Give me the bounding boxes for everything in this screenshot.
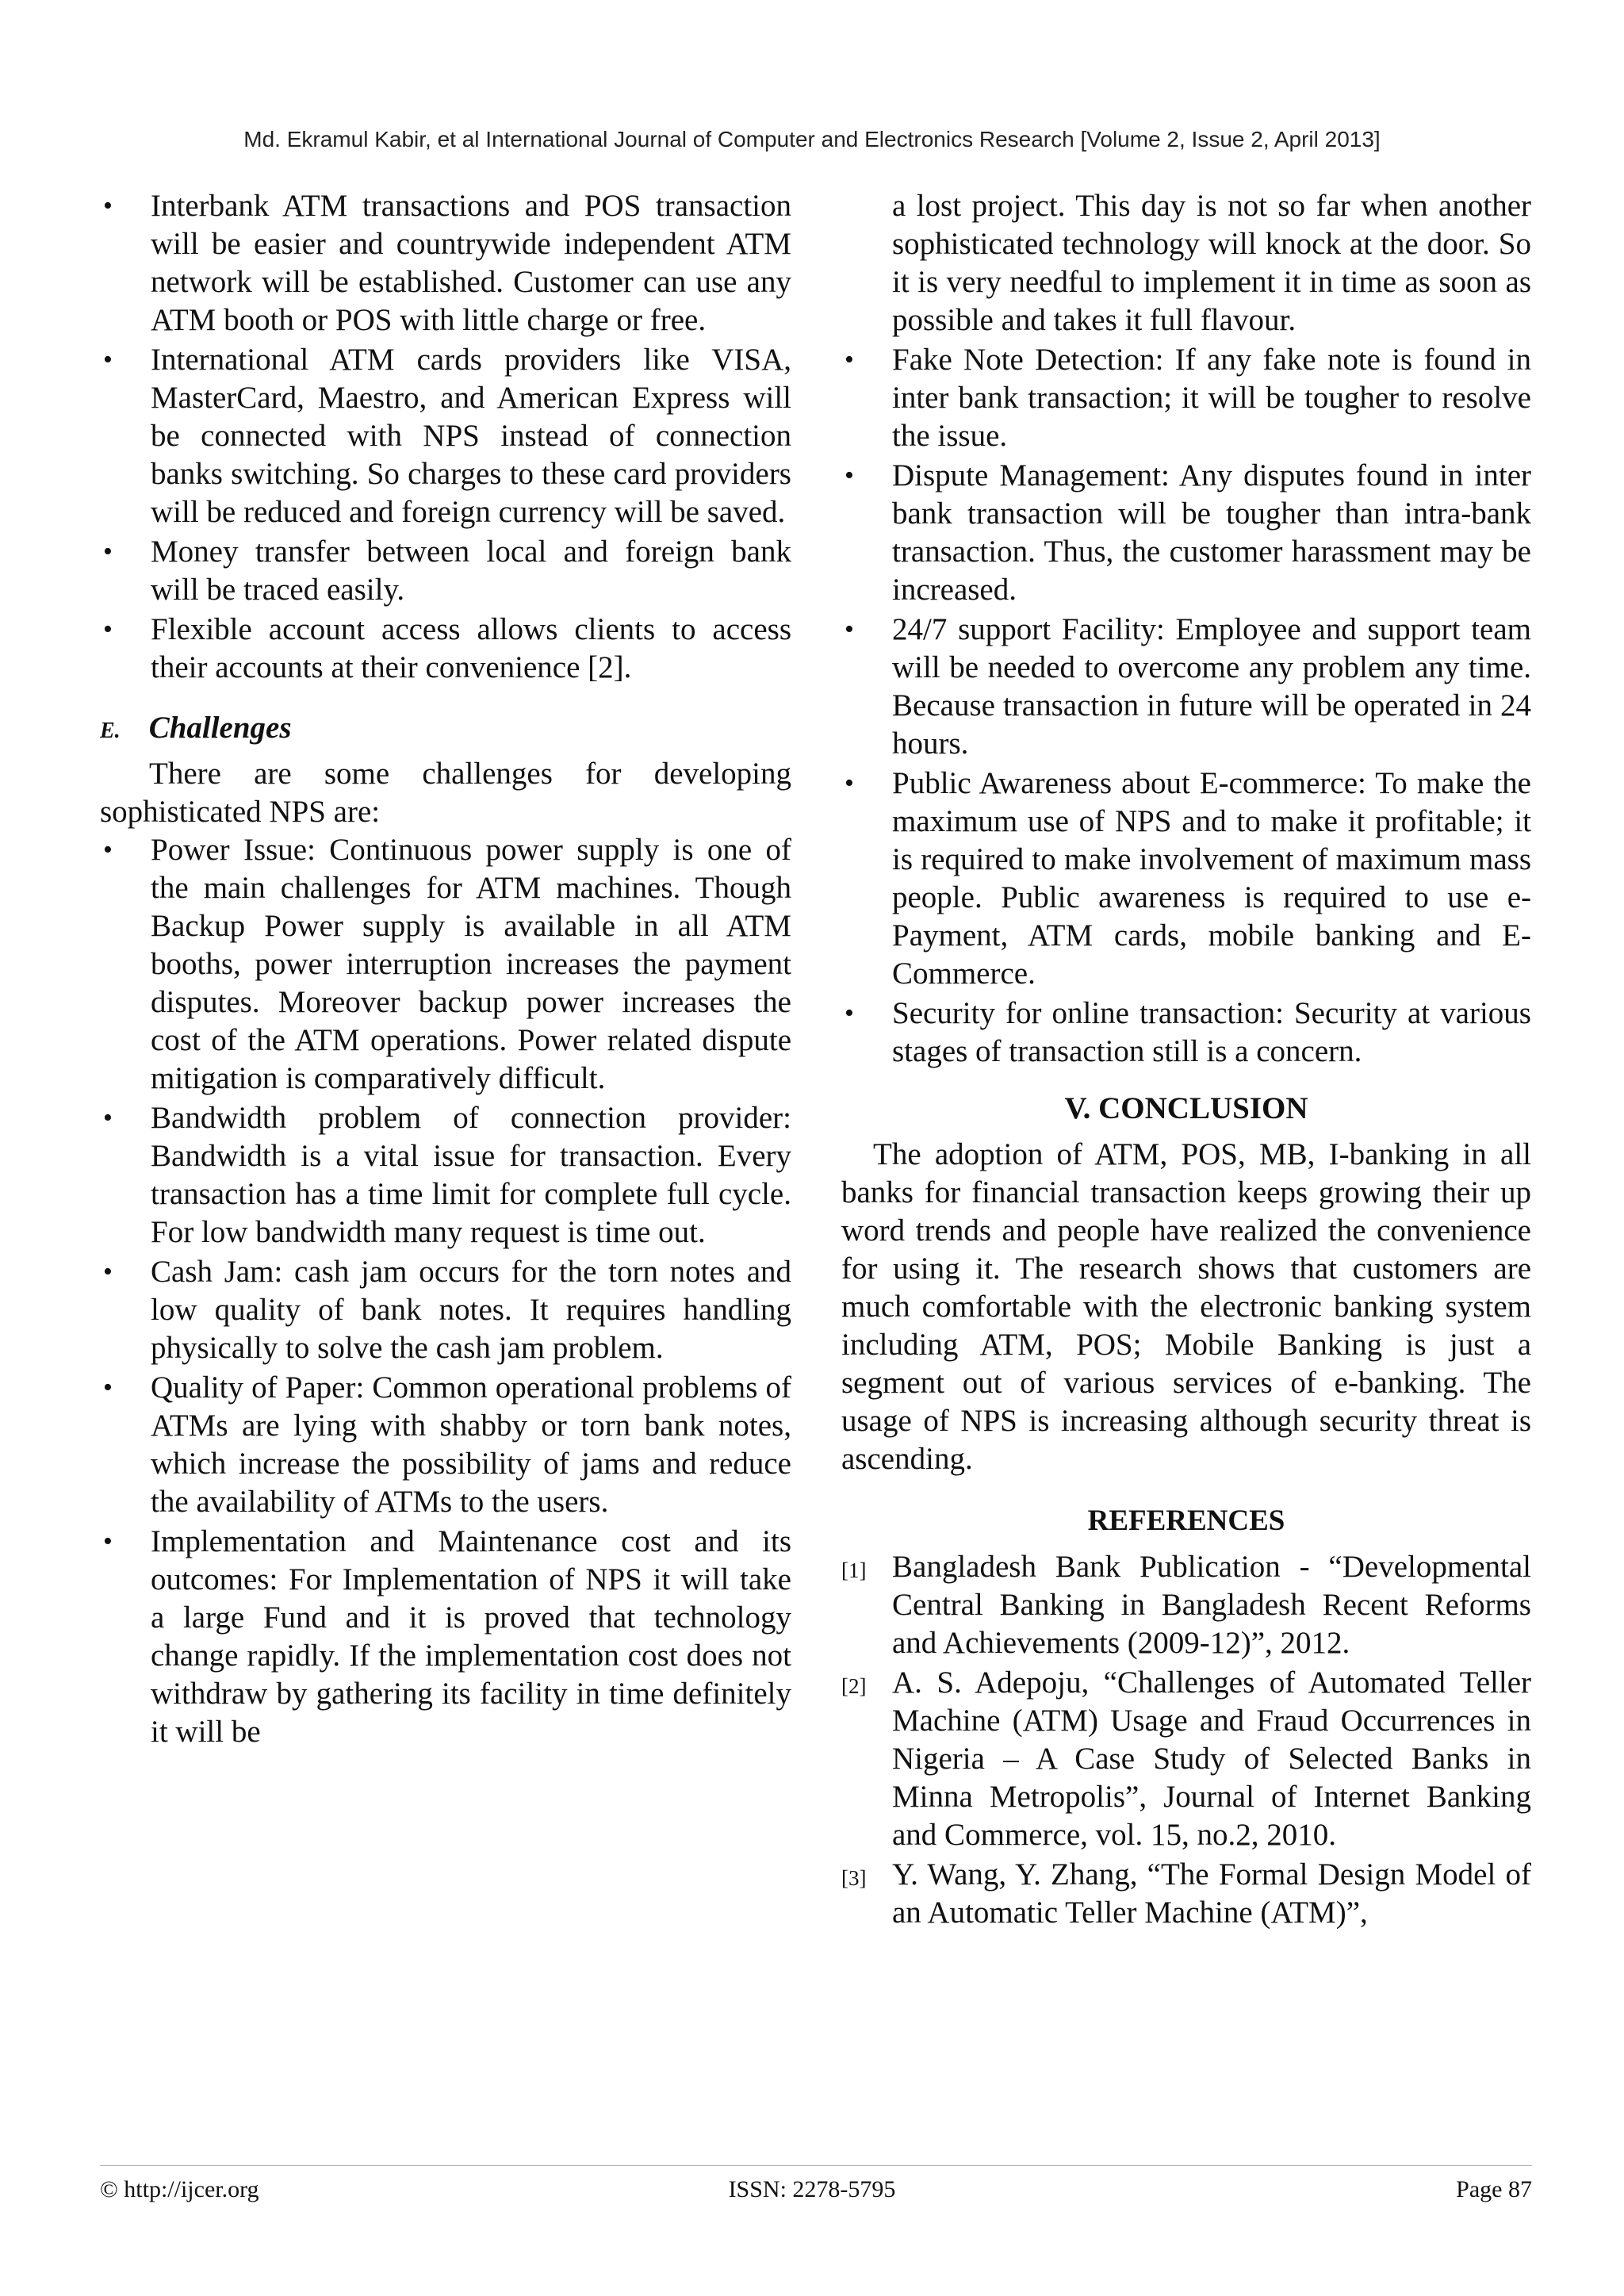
list-item [100, 1369, 791, 1521]
subsection-heading [100, 709, 791, 750]
list-item-text: Public Awareness about E-commerce: To make the maximum use of NPS and to make it profitable; it is required to make involvement of maximum mass people. Public awareness is required to use e-Payment, ATM cards, mobile banking and E-Commerce. [892, 766, 1531, 991]
bullet-icon: • [103, 537, 113, 566]
bullet-icon: • [103, 835, 113, 864]
continued-list [841, 187, 1531, 1071]
conclusion-paragraph: The adoption of ATM, POS, MB, I-banking in all banks for financial transaction keeps growing their up word trends and people have realized the convenience for using it. The research shows that customers are much comfortable with the electronic banking system including ATM, POS; Mobile Banking is just a segment out of various services of e-banking. The usage of NPS is increasing although security threat is ascending. [841, 1137, 1531, 1476]
bullet-icon: • [103, 1373, 113, 1402]
footer-issn: ISSN: 2278-5795 [728, 2176, 896, 2202]
list-item-text: Implementation and Maintenance cost and its outcomes: For Implementation of NPS it will take a large Fund and it is proved that technology change rapidly. If the implementation cost does not withdraw by gathering its facility in time definitely it will be [151, 1524, 791, 1749]
references-heading: REFERENCES [1087, 1504, 1285, 1537]
bullet-icon: • [103, 615, 113, 644]
reference-number: [3] [841, 1866, 867, 1890]
list-item [100, 341, 791, 531]
list-item [100, 1099, 791, 1251]
list-item [100, 187, 791, 339]
reference-number: [1] [841, 1558, 867, 1582]
list-item-text: Security for online transaction: Security at various stages of transaction still is a concern. [892, 996, 1531, 1068]
list-item [841, 457, 1531, 609]
list-item [841, 765, 1531, 993]
list-item [100, 1523, 791, 1751]
reference-item [841, 1548, 1531, 1662]
reference-text: Bangladesh Bank Publication - “Developmental Central Banking in Bangladesh Recent Reforms and Achievements (2009-12)”, 2012. [892, 1550, 1531, 1660]
bullet-icon: • [845, 999, 854, 1028]
list-item [841, 341, 1531, 455]
bullet-icon: • [103, 1527, 113, 1556]
subsection-letter: E. [100, 719, 121, 743]
list-item [841, 995, 1531, 1071]
list-item-text: Cash Jam: cash jam occurs for the torn notes and low quality of bank notes. It requires handling physically to solve the cash jam problem. [151, 1255, 791, 1365]
footer-divider [100, 2165, 1532, 2166]
list-item-text: Money transfer between local and foreign bank will be traced easily. [151, 535, 791, 607]
challenges-list [100, 831, 791, 1751]
bullet-icon: • [845, 769, 854, 798]
list-item-text: International ATM cards providers like VISA, MasterCard, Maestro, and American Express will be connected with NPS instead of connection banks switching. So charges to these card providers will be reduced and foreign currency will be saved. [151, 343, 791, 529]
bullet-icon: • [103, 345, 113, 374]
list-item-text: Interbank ATM transactions and POS transaction will be easier and countrywide independent ATM network will be established. Customer can use any ATM booth or POS with little charge or free. [151, 189, 791, 337]
bullet-icon: • [103, 191, 113, 220]
bullet-icon: • [845, 615, 854, 644]
list-item [100, 533, 791, 609]
footer-website: © http://ijcer.org [100, 2176, 259, 2202]
bullet-icon: • [103, 1257, 113, 1286]
list-item [100, 831, 791, 1098]
subsection-title: Challenges [148, 711, 292, 745]
reference-text: A. S. Adepoju, “Challenges of Automated Teller Machine (ATM) Usage and Fraud Occurrences in Nigeria – A Case Study of Selected Banks in Minna Metropolis”, Journal of Internet Banking and Commerce, vol. 15, no.2, 2010. [892, 1665, 1531, 1852]
list-item-text: Bandwidth problem of connection provider: Bandwidth is a vital issue for transaction. Every transaction has a time limit for complete full cycle. For low bandwidth many request is time out. [151, 1101, 791, 1249]
reference-item [841, 1856, 1531, 1932]
reference-item [841, 1664, 1531, 1854]
bullet-icon: • [845, 345, 854, 374]
reference-text: Y. Wang, Y. Zhang, “The Formal Design Model of an Automatic Teller Machine (ATM)”, [892, 1857, 1531, 1930]
list-item [100, 1253, 791, 1367]
running-header: Md. Ekramul Kabir, et al International Journal of Computer and Electronics Research [Volume 2, Issue 2, April 2013] [243, 127, 1381, 151]
challenges-intro: There are some challenges for developing sophisticated NPS are: [100, 757, 791, 829]
benefits-list [100, 187, 791, 687]
list-item-text: Quality of Paper: Common operational problems of ATMs are lying with shabby or torn bank notes, which increase the possibility of jams and reduce the availability of ATMs to the users. [151, 1370, 791, 1519]
list-item-continuation [841, 187, 1531, 339]
references-list [841, 1548, 1531, 1932]
bullet-icon: • [103, 1103, 113, 1133]
list-item-text: 24/7 support Facility: Employee and support team will be needed to overcome any problem any time. Because transaction in future will be operated in 24 hours. [892, 612, 1531, 761]
bullet-icon: • [845, 461, 854, 490]
list-item-text: Power Issue: Continuous power supply is one of the main challenges for ATM machines. Though Backup Power supply is available in all ATM booths, power interruption increases the payment disputes. Moreover backup power increases the cost of the ATM operations. Power related dispute mitigation is comparatively difficult. [151, 833, 791, 1095]
list-item-text: Dispute Management: Any disputes found in inter bank transaction will be tougher than intra-bank transaction. Thus, the customer harassment may be increased. [892, 458, 1531, 607]
list-item-text: Flexible account access allows clients to access their accounts at their convenience [2]. [151, 612, 791, 684]
list-item [841, 611, 1531, 763]
list-item-text: Fake Note Detection: If any fake note is found in inter bank transaction; it will be tougher to resolve the issue. [892, 343, 1531, 453]
list-item-text: a lost project. This day is not so far when another sophisticated technology will knock at the door. So it is very needful to implement it in time as soon as possible and takes it full flavour. [892, 189, 1531, 337]
right-column [841, 187, 1531, 1934]
footer-page-number: Page 87 [1456, 2176, 1532, 2202]
conclusion-heading: V. CONCLUSION [1064, 1091, 1308, 1125]
reference-number: [2] [841, 1674, 867, 1698]
list-item [100, 611, 791, 687]
left-column [100, 187, 791, 1753]
